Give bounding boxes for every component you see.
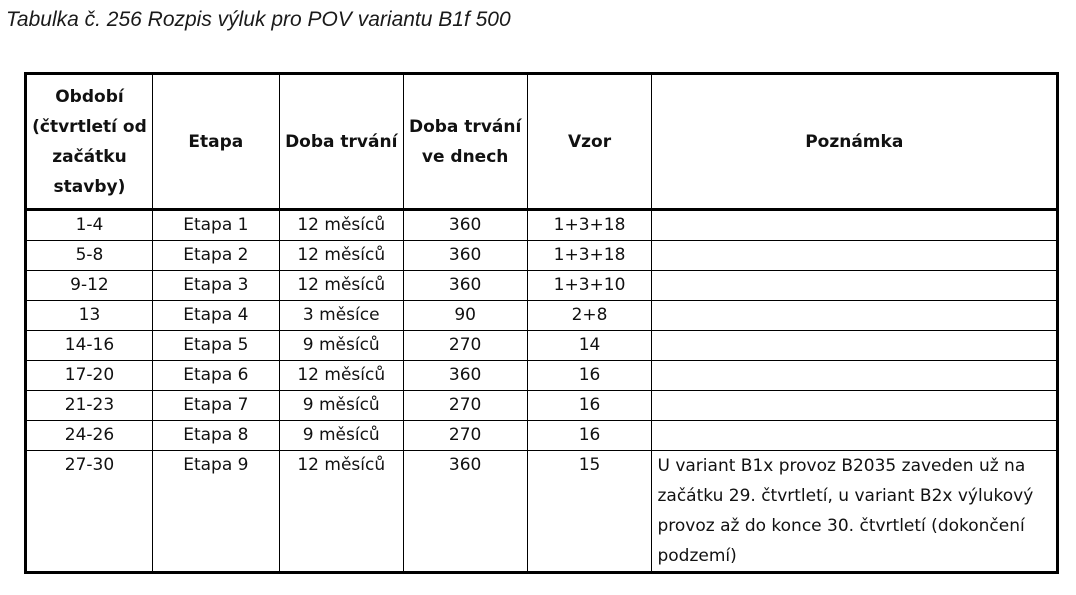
header-doba-trvani: Doba trvání [279,74,403,210]
cell-dny: 360 [403,271,527,301]
cell-dny: 360 [403,361,527,391]
cell-etapa: Etapa 9 [152,451,279,573]
cell-doba: 9 měsíců [279,421,403,451]
cell-obdobi: 1-4 [26,210,153,241]
cell-etapa: Etapa 7 [152,391,279,421]
table-row [26,391,1058,421]
cell-vzor: 16 [527,361,652,391]
cell-vzor: 16 [527,391,652,421]
cell-etapa: Etapa 4 [152,301,279,331]
table-row [26,271,1058,301]
cell-doba: 9 měsíců [279,391,403,421]
cell-doba: 12 měsíců [279,241,403,271]
header-obdobi-line: (čtvrtletí od [32,116,147,137]
cell-poznamka [652,301,1058,331]
cell-obdobi: 9-12 [26,271,153,301]
table-row [26,361,1058,391]
cell-doba: 12 měsíců [279,210,403,241]
note-line: podzemí) [657,546,737,566]
cell-obdobi: 5-8 [26,241,153,271]
cell-obdobi: 14-16 [26,331,153,361]
header-doba-ve-dnech [403,74,527,210]
cell-poznamka [652,421,1058,451]
cell-poznamka [652,331,1058,361]
table-row [26,421,1058,451]
cell-etapa: Etapa 6 [152,361,279,391]
header-row [26,74,1058,210]
cell-poznamka [652,361,1058,391]
table-row [26,210,1058,241]
cell-poznamka [652,391,1058,421]
cell-dny: 90 [403,301,527,331]
cell-vzor: 14 [527,331,652,361]
cell-poznamka [652,241,1058,271]
cell-poznamka [652,210,1058,241]
cell-doba: 3 měsíce [279,301,403,331]
table-row [26,331,1058,361]
header-obdobi-line: začátku [52,146,127,167]
cell-poznamka [652,451,1058,573]
header-obdobi-line: stavby) [53,176,126,197]
cell-vzor: 1+3+10 [527,271,652,301]
cell-dny: 270 [403,391,527,421]
cell-obdobi: 24-26 [26,421,153,451]
cell-etapa: Etapa 8 [152,421,279,451]
header-dny-line: Doba trvání [408,116,522,137]
cell-etapa: Etapa 5 [152,331,279,361]
cell-etapa: Etapa 3 [152,271,279,301]
cell-doba: 12 měsíců [279,361,403,391]
cell-etapa: Etapa 1 [152,210,279,241]
table-row [26,241,1058,271]
header-obdobi-line: Období [55,86,124,107]
cell-vzor: 16 [527,421,652,451]
cell-poznamka [652,271,1058,301]
cell-obdobi: 21-23 [26,391,153,421]
cell-vzor: 1+3+18 [527,210,652,241]
table-row [26,301,1058,331]
header-poznamka: Poznámka [652,74,1058,210]
cell-dny: 270 [403,331,527,361]
header-vzor: Vzor [527,74,652,210]
cell-dny: 360 [403,241,527,271]
outage-schedule-table [24,72,1059,574]
cell-doba: 12 měsíců [279,271,403,301]
header-etapa: Etapa [152,74,279,210]
cell-obdobi: 17-20 [26,361,153,391]
table-caption: Tabulka č. 256 Rozpis výluk pro POV variantu B1f 500 [6,8,511,31]
cell-etapa: Etapa 2 [152,241,279,271]
cell-vzor: 15 [527,451,652,573]
cell-obdobi: 27-30 [26,451,153,573]
note-line: provoz až do konce 30. čtvrtletí (dokončení [657,516,1025,536]
cell-dny: 270 [403,421,527,451]
cell-vzor: 2+8 [527,301,652,331]
table-row [26,451,1058,573]
cell-dny: 360 [403,451,527,573]
cell-doba: 12 měsíců [279,451,403,573]
header-dny-line: ve dnech [421,146,509,167]
cell-dny: 360 [403,210,527,241]
header-obdobi [26,74,153,210]
note-line: začátku 29. čtvrtletí, u variant B2x výlukový [657,486,1034,506]
cell-vzor: 1+3+18 [527,241,652,271]
cell-obdobi: 13 [26,301,153,331]
note-line: U variant B1x provoz B2035 zaveden už na [657,456,1026,476]
cell-doba: 9 měsíců [279,331,403,361]
